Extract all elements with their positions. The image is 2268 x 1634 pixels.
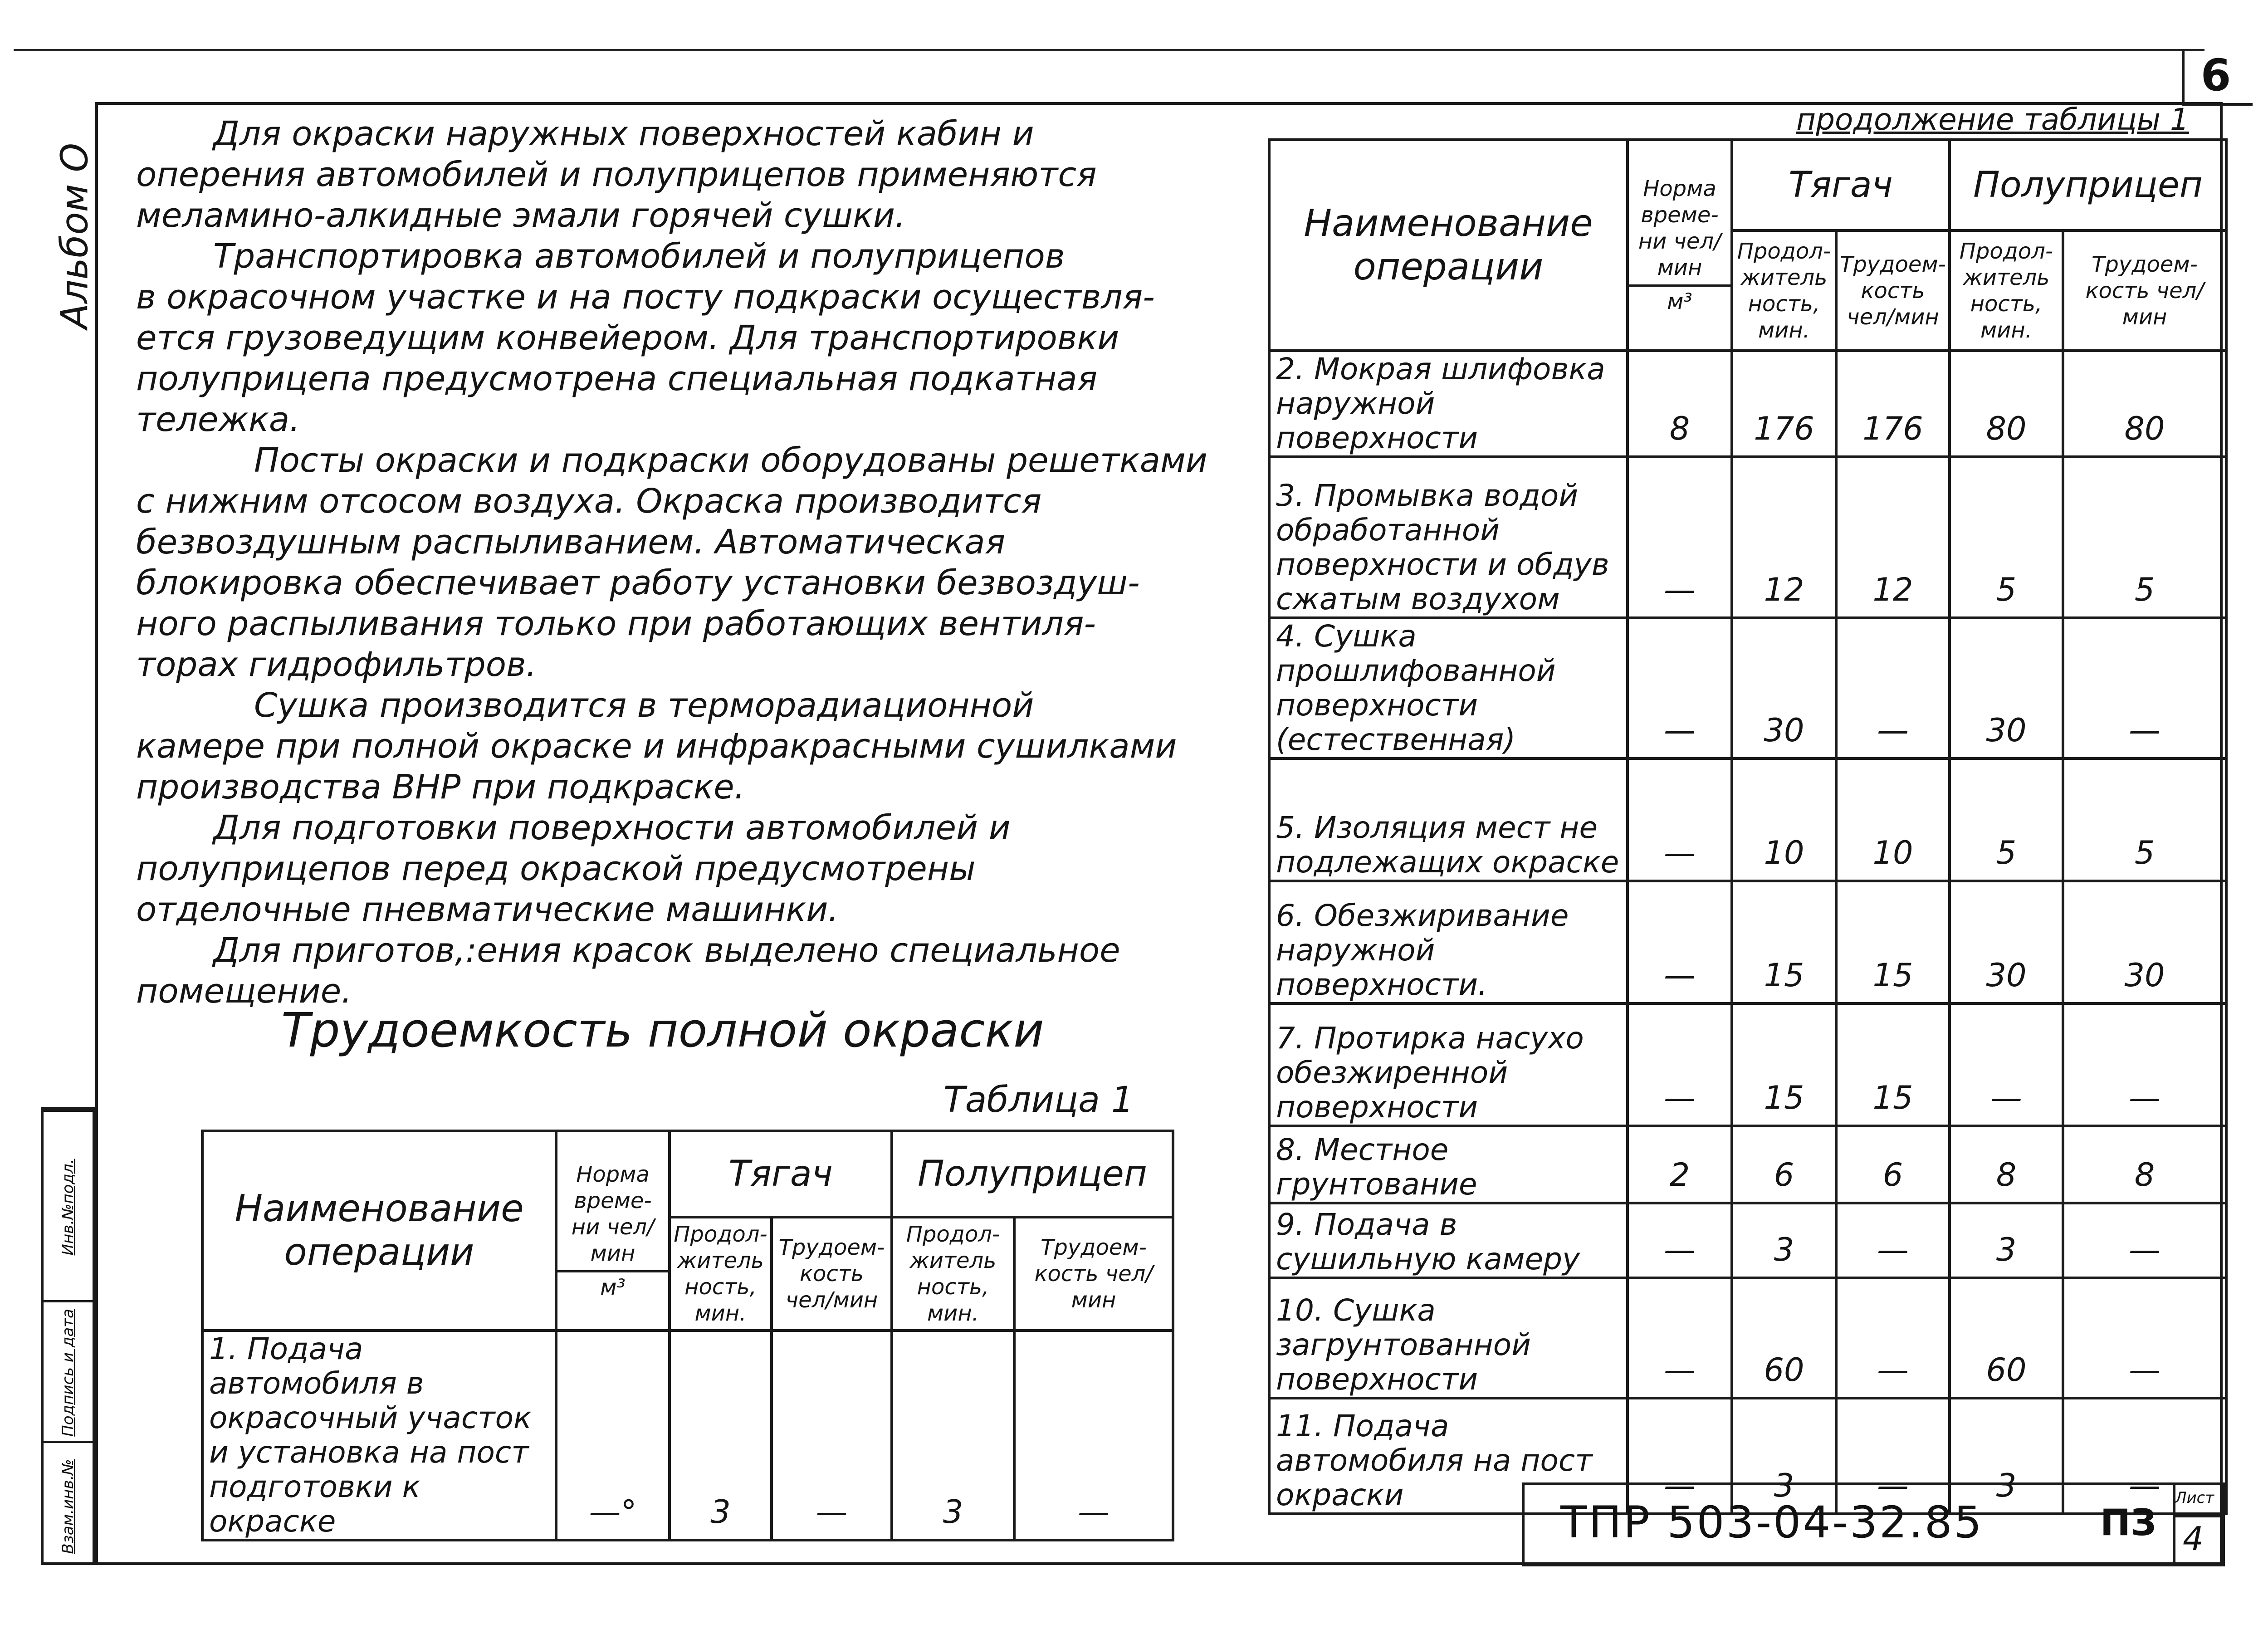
tractor-duration: 30 — [1732, 618, 1836, 758]
sheet-cell-divider — [2175, 1515, 2224, 1517]
continuation-caption: продолжение таблицы 1 — [1796, 102, 2189, 137]
semitrailer-duration: — — [1950, 1003, 2063, 1126]
operation-name: 6. Обезжиривание наружной поверхности. — [1269, 881, 1628, 1003]
operation-name: 2. Мокрая шлифовка наружной поверхности — [1269, 351, 1628, 457]
stamp-label-replace: Взам.инв.№ — [59, 1459, 77, 1554]
labor-table — [201, 1130, 1174, 1541]
header-labor: Трудоем- кость чел/мин — [1836, 230, 1950, 351]
header-tractor: Тягач — [1732, 140, 1950, 230]
header-norm: Норма време- ни чел/мин м³ — [1628, 140, 1732, 351]
tractor-labor: — — [1836, 1278, 1950, 1398]
semitrailer-labor: — — [2063, 1203, 2226, 1278]
norm-value: — — [1628, 1278, 1732, 1398]
tractor-duration: 3 — [670, 1331, 772, 1540]
operation-name: 3. Промывка водой обработанной поверхности и обдув сжатым воздухом — [1269, 457, 1628, 618]
text-line: производства ВНР при подкраске. — [136, 768, 745, 807]
tractor-labor: 10 — [1836, 758, 1950, 881]
text-line: Сушка производится в терморадиационной — [254, 686, 1034, 725]
tractor-labor: — — [1836, 1203, 1950, 1278]
text-line: меламино-алкидные эмали горячей сушки. — [136, 196, 906, 235]
header-operation-name: Наименование операции — [202, 1131, 556, 1331]
operation-name: 5. Изоляция мест не подлежащих окраске — [1269, 758, 1628, 881]
semitrailer-duration: 5 — [1950, 457, 2063, 618]
sheet-page-number: 4 — [2183, 1520, 2204, 1558]
semitrailer-labor: — — [2063, 1278, 2226, 1398]
text-line: тележка. — [136, 400, 300, 439]
header-duration: Продол- житель ность, мин. — [670, 1217, 772, 1331]
norm-value: — — [1628, 618, 1732, 758]
semitrailer-labor: — — [2063, 618, 2226, 758]
semitrailer-labor: 80 — [2063, 351, 2226, 457]
norm-value: 2 — [1628, 1126, 1732, 1203]
tractor-labor: — — [1836, 1398, 1950, 1514]
text-line: отделочные пневматические машинки. — [136, 890, 839, 929]
text-line: полуприцепа предусмотрена специальная подкатная — [136, 359, 1098, 398]
table-row — [1269, 758, 2226, 881]
text-line: Для окраски наружных поверхностей кабин и — [213, 114, 1034, 153]
header-labor: Трудоем- кость чел/мин — [772, 1217, 892, 1331]
table-caption: Таблица 1 — [943, 1080, 1134, 1120]
text-line: с нижним отсосом воздуха. Окраска производится — [136, 482, 1042, 521]
text-line: безвоздушным распыливанием. Автоматическая — [136, 523, 1006, 562]
tractor-labor: — — [772, 1331, 892, 1540]
header-unit: м³ — [557, 1270, 668, 1301]
semitrailer-duration: 3 — [1950, 1398, 2063, 1514]
header-semitrailer: Полуприцеп — [892, 1131, 1173, 1217]
operation-name: 9. Подача в сушильную камеру — [1269, 1203, 1628, 1278]
side-stamp — [41, 1107, 95, 1565]
tractor-labor: — — [1836, 618, 1950, 758]
tractor-duration: 12 — [1732, 457, 1836, 618]
album-label: Альбом О — [53, 142, 97, 329]
section-title: Трудоемкость полной окраски — [281, 1003, 1044, 1058]
header-duration: Продол- житель ность, мин. — [1732, 230, 1836, 351]
text-line: оперения автомобилей и полуприцепов применяются — [136, 155, 1097, 194]
semitrailer-duration: 5 — [1950, 758, 2063, 881]
semitrailer-labor: 30 — [2063, 881, 2226, 1003]
tractor-duration: 60 — [1732, 1278, 1836, 1398]
semitrailer-labor: 5 — [2063, 457, 2226, 618]
operation-name: 8. Местное грунтование — [1269, 1126, 1628, 1203]
table-row — [1269, 1278, 2226, 1398]
tractor-duration: 10 — [1732, 758, 1836, 881]
table-row — [1269, 1203, 2226, 1278]
sheet-number: 6 — [2200, 50, 2231, 101]
header-duration: Продол- житель ность, мин. — [892, 1217, 1014, 1331]
body-text — [136, 113, 1252, 1012]
table-row — [1269, 618, 2226, 758]
text-line: торах гидрофильтров. — [136, 645, 537, 684]
stamp-label-sign: Подпись и дата — [59, 1309, 77, 1437]
text-line: в окрасочном участке и на посту подкраски осуществля- — [136, 278, 1155, 317]
labor-table-continued — [1268, 138, 2228, 1515]
tractor-duration: 3 — [1732, 1203, 1836, 1278]
tractor-duration: 6 — [1732, 1126, 1836, 1203]
header-semitrailer: Полуприцеп — [1950, 140, 2226, 230]
document-type: ПЗ — [2100, 1502, 2156, 1544]
header-tractor: Тягач — [670, 1131, 892, 1217]
text-line: ного распыливания только при работающих вентиля- — [136, 604, 1096, 643]
semitrailer-duration: 30 — [1950, 618, 2063, 758]
operation-name: 4. Сушка прошлифованной поверхности (естественная) — [1269, 618, 1628, 758]
text-line: камере при полной окраске и инфракрасными сушилками — [136, 727, 1177, 766]
semitrailer-duration: 60 — [1950, 1278, 2063, 1398]
header-duration: Продол- житель ность, мин. — [1950, 230, 2063, 351]
semitrailer-labor: — — [2063, 1398, 2226, 1514]
tractor-duration: 15 — [1732, 881, 1836, 1003]
header-labor: Трудоем- кость чел/мин — [2063, 230, 2226, 351]
text-line: Посты окраски и подкраски оборудованы решетками — [254, 441, 1207, 480]
tractor-duration: 3 — [1732, 1398, 1836, 1514]
tractor-labor: 176 — [1836, 351, 1950, 457]
norm-value: —° — [556, 1331, 670, 1540]
tractor-labor: 12 — [1836, 457, 1950, 618]
norm-value: — — [1628, 1003, 1732, 1126]
norm-value: — — [1628, 1203, 1732, 1278]
table-row — [1269, 457, 2226, 618]
tractor-duration: 15 — [1732, 1003, 1836, 1126]
document-code: ТПР 503-04-32.85 — [1560, 1497, 1984, 1548]
semitrailer-labor: — — [2063, 1003, 2226, 1126]
semitrailer-duration: 30 — [1950, 881, 2063, 1003]
header-unit: м³ — [1629, 284, 1730, 315]
table-row — [1269, 1003, 2226, 1126]
operation-name: 10. Сушка загрунтованной поверхности — [1269, 1278, 1628, 1398]
norm-value: — — [1628, 1398, 1732, 1514]
semitrailer-duration: 80 — [1950, 351, 2063, 457]
norm-value: — — [1628, 881, 1732, 1003]
semitrailer-labor: 8 — [2063, 1126, 2226, 1203]
norm-value: 8 — [1628, 351, 1732, 457]
text-line: Транспортировка автомобилей и полуприцепов — [213, 237, 1065, 276]
semitrailer-duration: 3 — [892, 1331, 1014, 1540]
table-row — [1269, 1126, 2226, 1203]
semitrailer-labor: — — [1014, 1331, 1173, 1540]
semitrailer-duration: 8 — [1950, 1126, 2063, 1203]
operation-name: 7. Протирка насухо обезжиренной поверхности — [1269, 1003, 1628, 1126]
stamp-label-inv: Инв.№подл. — [59, 1159, 77, 1256]
operation-name: 11. Подача автомобиля на пост окраски — [1269, 1398, 1628, 1514]
text-line: ется грузоведущим конвейером. Для транспортировки — [136, 318, 1119, 357]
text-line: блокировка обеспечивает работу установки безвоздуш- — [136, 563, 1140, 602]
table-row — [1269, 881, 2226, 1003]
text-line: полуприцепов перед окраской предусмотрены — [136, 849, 976, 888]
text-line: помещение. — [136, 972, 352, 1011]
table-row — [1269, 351, 2226, 457]
header-labor: Трудоем- кость чел/мин — [1014, 1217, 1173, 1331]
sheet-label: Лист — [2175, 1489, 2214, 1507]
semitrailer-labor: 5 — [2063, 758, 2226, 881]
text-line: Для подготовки поверхности автомобилей и — [213, 808, 1011, 847]
table-row — [202, 1331, 1173, 1540]
norm-value: — — [1628, 758, 1732, 881]
operation-name: 1. Подача автомобиля в окрасочный участок и установка на пост подготовки к окраске — [202, 1331, 556, 1540]
tractor-labor: 6 — [1836, 1126, 1950, 1203]
text-line: Для приготов,:ения красок выделено специальное — [213, 931, 1120, 970]
header-norm: Норма време- ни чел/мин м³ — [556, 1131, 670, 1331]
tractor-labor: 15 — [1836, 1003, 1950, 1126]
norm-value: — — [1628, 457, 1732, 618]
tractor-labor: 15 — [1836, 881, 1950, 1003]
header-operation-name: Наименование операции — [1269, 140, 1628, 351]
sheet-top-line — [14, 49, 2204, 51]
tractor-duration: 176 — [1732, 351, 1836, 457]
semitrailer-duration: 3 — [1950, 1203, 2063, 1278]
